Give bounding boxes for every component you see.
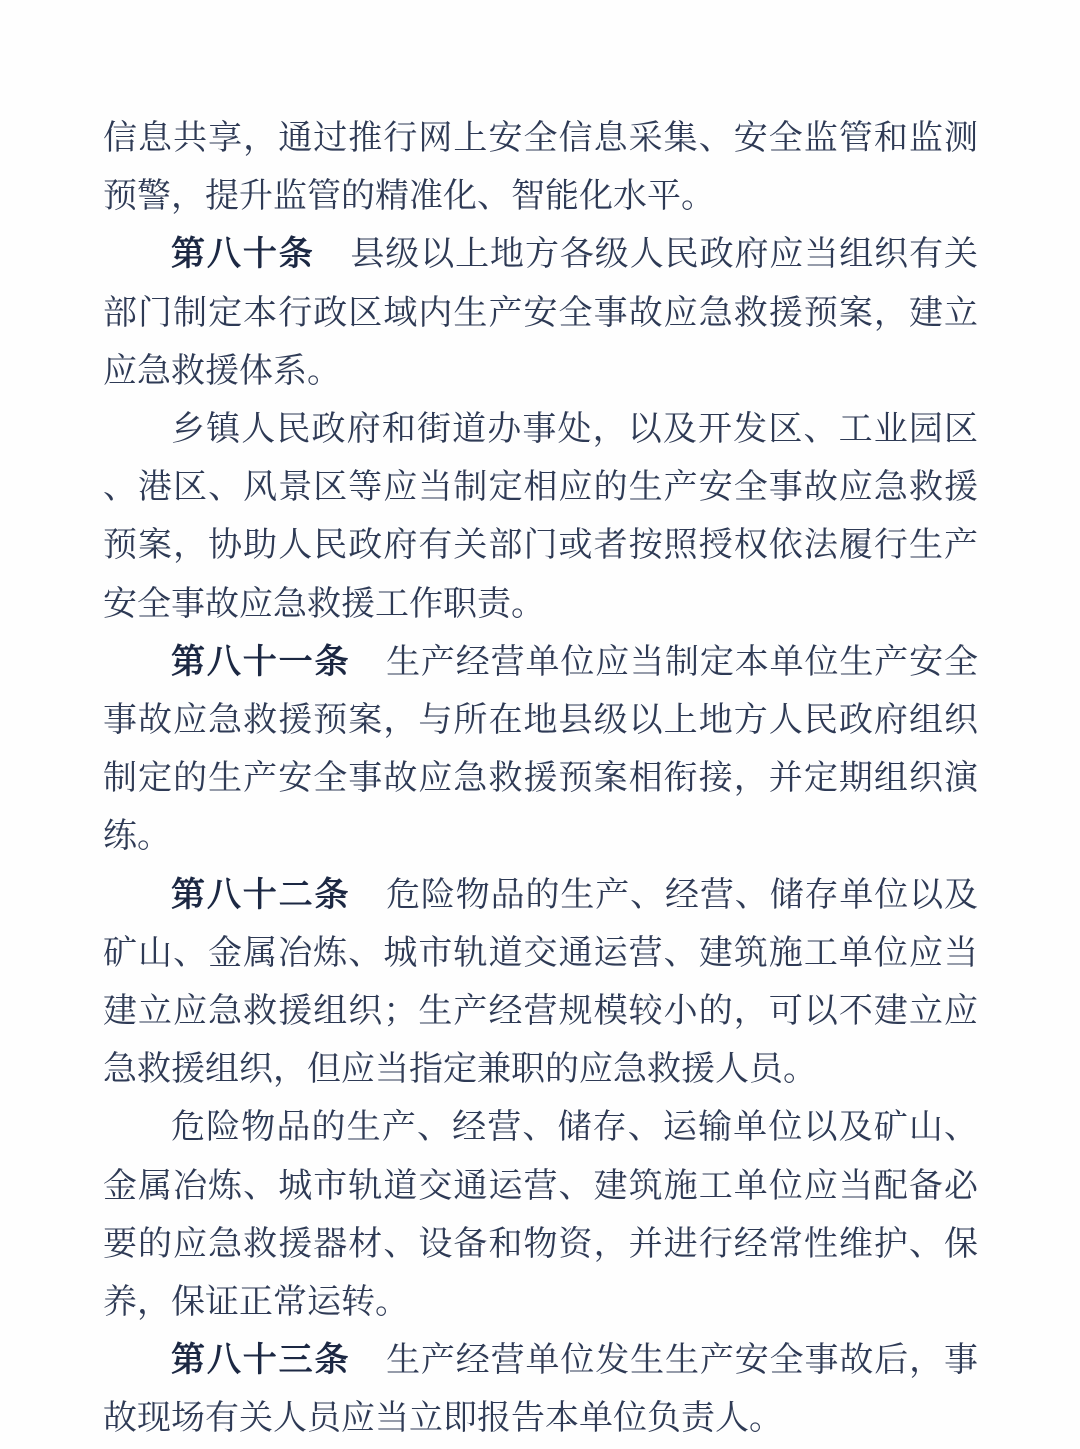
law-text-block (103, 110, 978, 1449)
paragraph-article-81 (103, 634, 978, 867)
paragraph-article-83 (103, 1332, 978, 1448)
paragraph-text: 县级以上地方各级人民政府应当组织有关部门制定本行政区域内生产安全事故应急救援预案，建立应急救援体系。 (103, 236, 979, 390)
paragraph-text: 危险物品的生产、经营、储存、运输单位以及矿山、金属冶炼、城市轨道交通运营、建筑施工单位应当配备必要的应急救援器材、设备和物资，并进行经常性维护、保养，保证正常运转。 (103, 1109, 978, 1322)
paragraph-article-80 (103, 226, 978, 401)
paragraph-article-82 (103, 867, 978, 1100)
paragraph-continuation (103, 110, 978, 226)
paragraph-text: 生产经营单位应当制定本单位生产安全事故应急救援预案，与所在地县级以上地方人民政府组织制定的生产安全事故应急救援预案相衔接，并定期组织演练。 (103, 643, 979, 856)
article-number: 第八十三条 (171, 1342, 351, 1380)
paragraph-article-80-clause-2 (103, 401, 978, 634)
paragraph-text: 危险物品的生产、经营、储存单位以及矿山、金属冶炼、城市轨道交通运营、建筑施工单位应当建立应急救援组织；生产经营规模较小的，可以不建立应急救援组织，但应当指定兼职的应急救援人员。 (103, 876, 979, 1089)
article-number: 第八十条 (171, 236, 315, 274)
paragraph-text: 乡镇人民政府和街道办事处，以及开发区、工业园区、港区、风景区等应当制定相应的生产安全事故应急救援预案，协助人民政府有关部门或者按照授权依法履行生产安全事故应急救援工作职责。 (103, 411, 978, 623)
article-number: 第八十一条 (171, 643, 351, 681)
paragraph-text: 生产经营单位发生生产安全事故后，事故现场有关人员应当立即报告本单位负责人。 (103, 1342, 979, 1438)
paragraph-article-82-clause-2 (103, 1099, 978, 1332)
article-number: 第八十二条 (171, 876, 351, 914)
paragraph-text: 信息共享，通过推行网上安全信息采集、安全监管和监测预警，提升监管的精准化、智能化水平。 (103, 120, 978, 216)
